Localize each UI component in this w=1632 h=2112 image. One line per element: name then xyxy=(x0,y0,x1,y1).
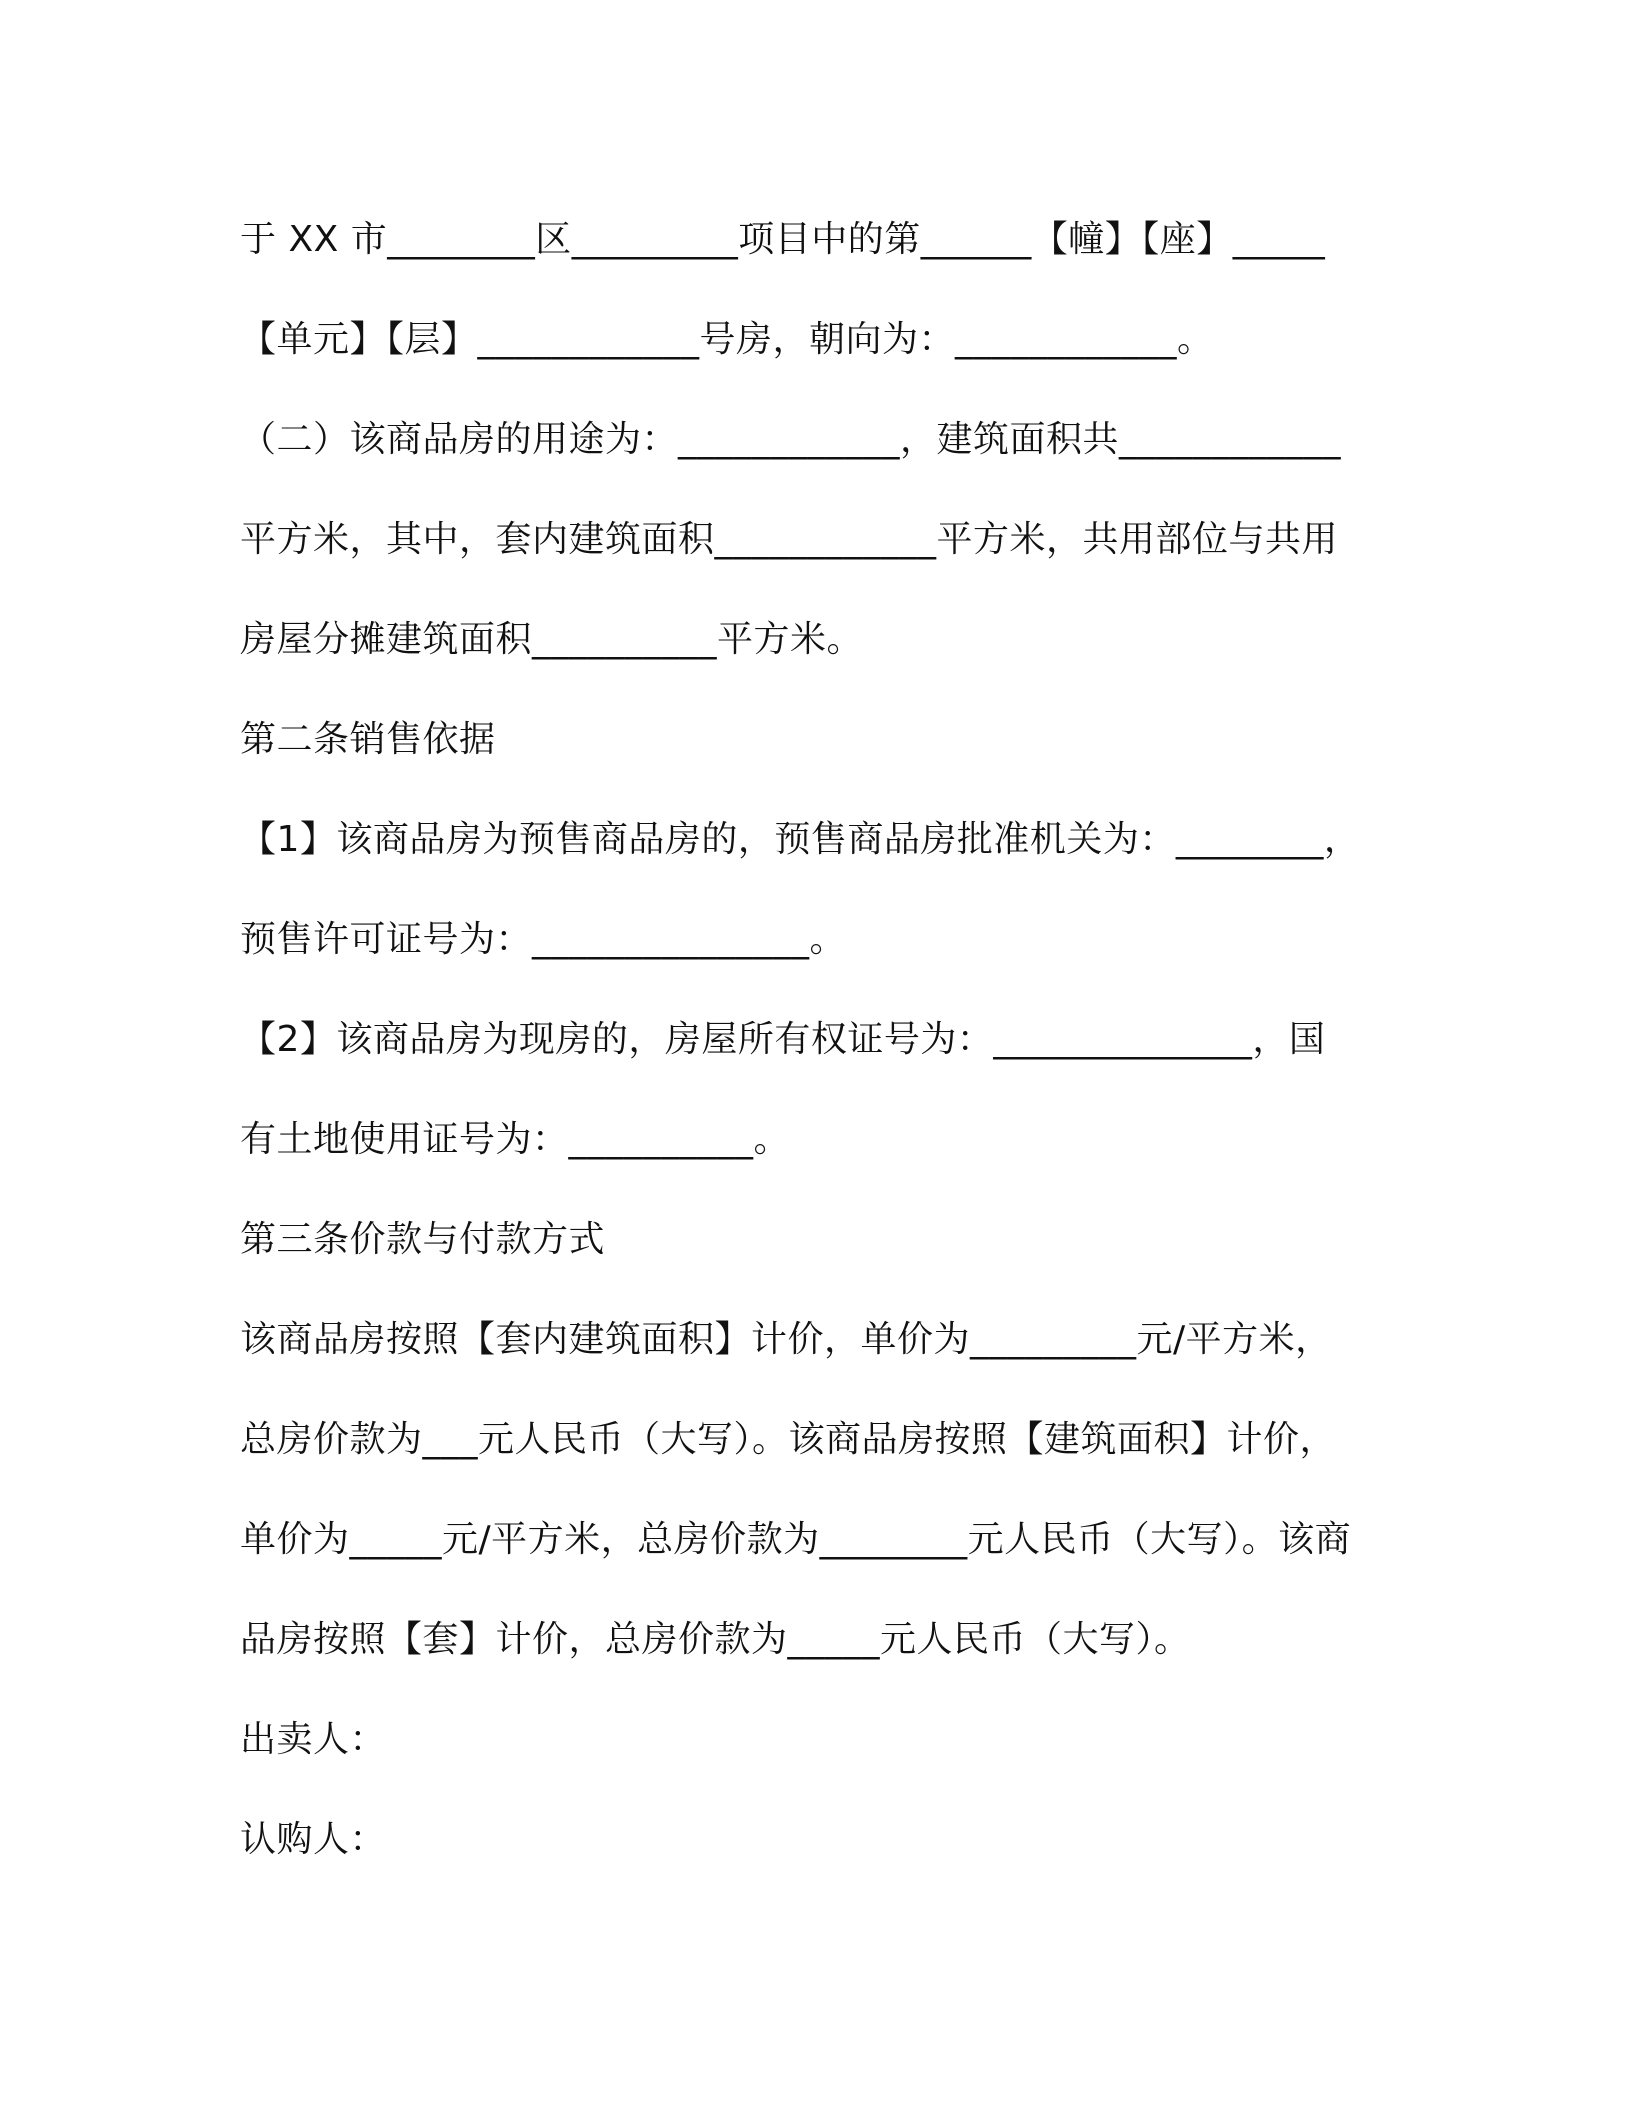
text-line-existing: 【2】该商品房为现房的，房屋所有权证号为：______________，国 xyxy=(240,1019,1326,1060)
document-page xyxy=(240,190,1400,1890)
seller-label: 出卖人： xyxy=(240,1719,387,1760)
buyer-label: 认购人： xyxy=(240,1819,387,1860)
text-line-price-per-set: 品房按照【套】计价，总房价款为_____元人民币（大写）。 xyxy=(240,1619,1191,1660)
text-line-area: 平方米，其中，套内建筑面积____________平方米，共用部位与共用 xyxy=(240,519,1339,560)
text-line-presale: 【1】该商品房为预售商品房的，预售商品房批准机关为：________， xyxy=(240,819,1361,860)
text-line-total-price: 总房价款为___元人民币（大写）。该商品房按照【建筑面积】计价， xyxy=(240,1419,1337,1460)
text-line-unit: 【单元】【层】____________号房，朝向为：____________。 xyxy=(240,319,1214,360)
text-line-land-cert: 有土地使用证号为：__________。 xyxy=(240,1119,791,1160)
section-heading-sales-basis: 第二条销售依据 xyxy=(240,719,496,760)
section-heading-price-payment: 第三条价款与付款方式 xyxy=(240,1219,606,1260)
text-line-shared-area: 房屋分摊建筑面积__________平方米。 xyxy=(240,619,864,660)
text-line-usage: （二）该商品房的用途为：____________，建筑面积共____________ xyxy=(240,419,1342,460)
text-line-presale-permit: 预售许可证号为：_______________。 xyxy=(240,919,847,960)
text-line-unit-price: 单价为_____元/平方米，总房价款为________元人民币（大写）。该商 xyxy=(240,1519,1352,1560)
text-line-price-inner-area: 该商品房按照【套内建筑面积】计价，单价为_________元/平方米， xyxy=(240,1319,1332,1360)
text-line-location: 于 XX 市________区_________项目中的第______【幢】【座】_____ xyxy=(240,219,1326,260)
